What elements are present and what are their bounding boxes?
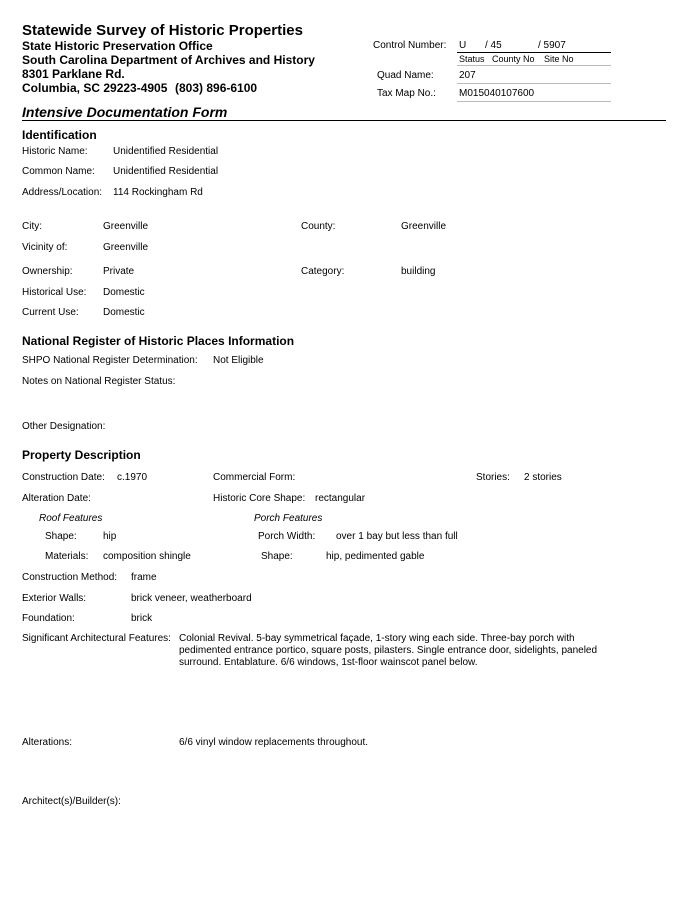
core-shape-value: rectangular: [315, 493, 366, 504]
nrhp-heading: National Register of Historic Places Information: [22, 334, 295, 348]
construction-date-label: Construction Date:: [22, 472, 105, 483]
street-address: 8301 Parklane Rd.: [22, 67, 125, 81]
quad-name-label: Quad Name:: [377, 70, 434, 81]
control-status: U: [459, 40, 467, 51]
tax-map-value: M015040107600: [459, 88, 535, 99]
tax-map-rule: [457, 101, 611, 102]
property-heading: Property Description: [22, 448, 141, 462]
roof-shape-value: hip: [103, 531, 117, 542]
foundation-value: brick: [131, 613, 153, 624]
form-title: Intensive Documentation Form: [22, 104, 228, 120]
quad-name-rule: [457, 83, 611, 84]
title-rule: [22, 120, 666, 121]
roof-materials-value: composition shingle: [103, 551, 191, 562]
city-state-zip: Columbia, SC 29223-4905: [22, 81, 168, 95]
site-no-caption: Site No: [544, 54, 574, 64]
nr-determination-label: SHPO National Register Determination:: [22, 355, 198, 366]
ownership-label: Ownership:: [22, 266, 73, 277]
porch-features-heading: Porch Features: [254, 513, 323, 524]
address-value: 114 Rockingham Rd: [113, 187, 203, 198]
core-shape-label: Historic Core Shape:: [213, 493, 306, 504]
nr-determination-value: Not Eligible: [213, 355, 264, 366]
city-value: Greenville: [103, 221, 149, 232]
features-value: Colonial Revival. 5-bay symmetrical façade, 1-story wing each side. Three-bay porch with pedimented entrance portico, square posts, pilasters. Single entrance door, sidelights, paneled surround. Entablature. 6/6 windows, 1st-floor wainscot panel below.: [179, 633, 598, 668]
current-use-label: Current Use:: [22, 307, 79, 318]
porch-shape-label: Shape:: [261, 551, 293, 562]
architect-label: Architect(s)/Builder(s):: [22, 796, 121, 807]
quad-name-value: 207: [459, 70, 476, 81]
control-number-rule: [457, 52, 611, 53]
county-label: County:: [301, 221, 336, 232]
foundation-label: Foundation:: [22, 613, 75, 624]
tax-map-label: Tax Map No.:: [377, 88, 436, 99]
roof-materials-label: Materials:: [45, 551, 89, 562]
identification-heading: Identification: [22, 128, 97, 142]
commercial-form-label: Commercial Form:: [213, 472, 296, 483]
other-designation-label: Other Designation:: [22, 421, 106, 432]
construction-date-value: c.1970: [117, 472, 148, 483]
features-label: Significant Architectural Features:: [22, 633, 171, 644]
status-rule: [457, 65, 611, 66]
nr-notes-label: Notes on National Register Status:: [22, 376, 176, 387]
porch-shape-value: hip, pedimented gable: [326, 551, 425, 562]
common-name-value: Unidentified Residential: [113, 166, 219, 177]
construction-method-label: Construction Method:: [22, 572, 118, 583]
city-label: City:: [22, 221, 42, 232]
roof-shape-label: Shape:: [45, 531, 77, 542]
ownership-value: Private: [103, 266, 135, 277]
department-name: South Carolina Department of Archives and History: [22, 53, 315, 67]
alterations-label: Alterations:: [22, 737, 73, 748]
historic-name-value: Unidentified Residential: [113, 146, 219, 157]
common-name-label: Common Name:: [22, 166, 95, 177]
control-number-label: Control Number:: [373, 40, 447, 51]
historic-name-label: Historic Name:: [22, 146, 88, 157]
county-value: Greenville: [401, 221, 447, 232]
porch-width-value: over 1 bay but less than full: [336, 531, 458, 542]
porch-width-label: Porch Width:: [258, 531, 316, 542]
status-caption: Status: [459, 54, 485, 64]
survey-title: Statewide Survey of Historic Properties: [22, 22, 303, 39]
exterior-walls-label: Exterior Walls:: [22, 593, 87, 604]
address-label: Address/Location:: [22, 187, 103, 198]
phone-number: (803) 896-6100: [175, 81, 258, 95]
construction-method-value: frame: [131, 572, 157, 583]
stories-label: Stories:: [476, 472, 510, 483]
historical-use-label: Historical Use:: [22, 287, 87, 298]
alterations-value: 6/6 vinyl window replacements throughout.: [179, 737, 368, 748]
office-name: State Historic Preservation Office: [22, 39, 213, 53]
historical-use-value: Domestic: [103, 287, 145, 298]
stories-value: 2 stories: [524, 472, 562, 483]
current-use-value: Domestic: [103, 307, 145, 318]
vicinity-label: Vicinity of:: [22, 242, 68, 253]
alteration-date-label: Alteration Date:: [22, 493, 91, 504]
category-label: Category:: [301, 266, 345, 277]
county-no-caption: County No: [492, 54, 535, 64]
control-county: / 45: [485, 40, 502, 51]
roof-features-heading: Roof Features: [39, 513, 103, 524]
exterior-walls-value: brick veneer, weatherboard: [131, 593, 252, 604]
vicinity-value: Greenville: [103, 242, 149, 253]
category-value: building: [401, 266, 436, 277]
control-site: / 5907: [538, 40, 566, 51]
